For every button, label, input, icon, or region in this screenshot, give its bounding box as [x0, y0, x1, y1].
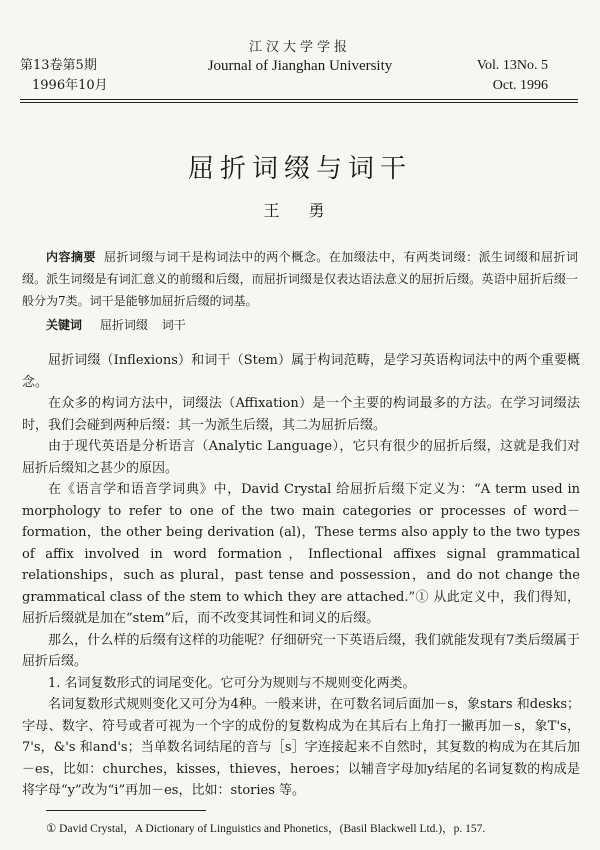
body-paragraph: 屈折词缀（Inflexions）和词干（Stem）属于构词范畴，是学习英语构词法中的两个重要概念。: [22, 353, 580, 390]
volume-en: Vol. 13No. 5: [476, 58, 548, 73]
article-author: 王 勇: [263, 201, 337, 220]
body-paragraph: 1. 名词复数形式的词尾变化。它可分为规则与不规则变化两类。: [48, 675, 416, 691]
body-paragraph: 在众多的构词方法中，词缀法（Affixation）是一个主要的构词最多的方法。在学习词缀法时，我们会碰到两种后缀：其一为派生后缀，其二为屈折后缀。: [22, 396, 580, 433]
footnote-rule: [46, 810, 206, 811]
date-en: Oct. 1996: [492, 78, 548, 93]
journal-name-cn: 江汉大学学报: [248, 40, 351, 55]
body-paragraph: 名词复数形式规则变化又可分为4种。一般来讲，在可数名词后面加－s，象stars 和desks；字母、数字、符号或者可视为一个字的成份的复数构成为在其后右上角打一撇再加－s，象T's，7's，&'s 和and's；当单数名词结尾的音与［s］字连接起来不自然时，其复数的构成为在其后加－es，比如：churches，kisses，thieves，heroes；以辅音字母加y结尾的名词复数的构成是将字母“y”改为“i”再加－es，比如：stories 等。: [22, 697, 580, 798]
abstract: [22, 246, 578, 312]
article-title: 屈折词缀与词干: [187, 154, 412, 184]
footnote: ① David Crystal，A Dictionary of Linguistics and Phonetics，(Basil Blackwell Ltd.)，p. 157.: [46, 823, 486, 835]
keyword-item: 词干: [161, 318, 186, 332]
header-rule-bottom: [20, 102, 578, 103]
keywords: [46, 316, 196, 333]
body-paragraph: 在《语言学和语音学词典》中，David Crystal 给屈折后缀下定义为：“A term used in morphology to refer to one of the two main categories or processes of word－formation，the other being derivation (al)，These terms also apply to the two types of affix involved in word formation，Inflectional affixes signal grammatical relationships，such as plural，past tense and possession，and do not change the grammatical class of the stem to which they are attached.”① 从此定义中，我们得知，屈折后缀就是加在“stem”后，而不改变其词性和词义的后缀。: [22, 482, 580, 626]
body-paragraph: 由于现代英语是分析语言（Analytic Language），它只有很少的屈折后缀，这就是我们对屈折后缀知之甚少的原因。: [22, 439, 580, 476]
issue-info-en: [477, 56, 548, 96]
keyword-item: 屈折词缀: [99, 318, 148, 332]
date-cn: 1996年10月: [32, 78, 108, 93]
keywords-label: 关键词: [46, 318, 83, 332]
article-body: [22, 350, 580, 802]
abstract-text: 屈折词缀与词干是构词法中的两个概念。在加缀法中，有两类词缀：派生词缀和屈折词缀。派生词缀是有词汇意义的前缀和后缀，而屈折词缀是仅表达语法意义的屈折后缀。英语中屈折后缀一般分为7类。词干是能够加屈折后缀的词基。: [22, 250, 578, 308]
volume-cn: 第13卷第5期: [20, 58, 97, 73]
header-rule-top: [20, 99, 578, 100]
body-paragraph: 那么，什么样的后缀有这样的功能呢？仔细研究一下英语后缀，我们就能发现有7类后缀属于屈折后缀。: [22, 632, 580, 669]
journal-name-en: Journal of Jianghan University: [207, 58, 393, 74]
abstract-label: 内容摘要: [46, 250, 96, 264]
